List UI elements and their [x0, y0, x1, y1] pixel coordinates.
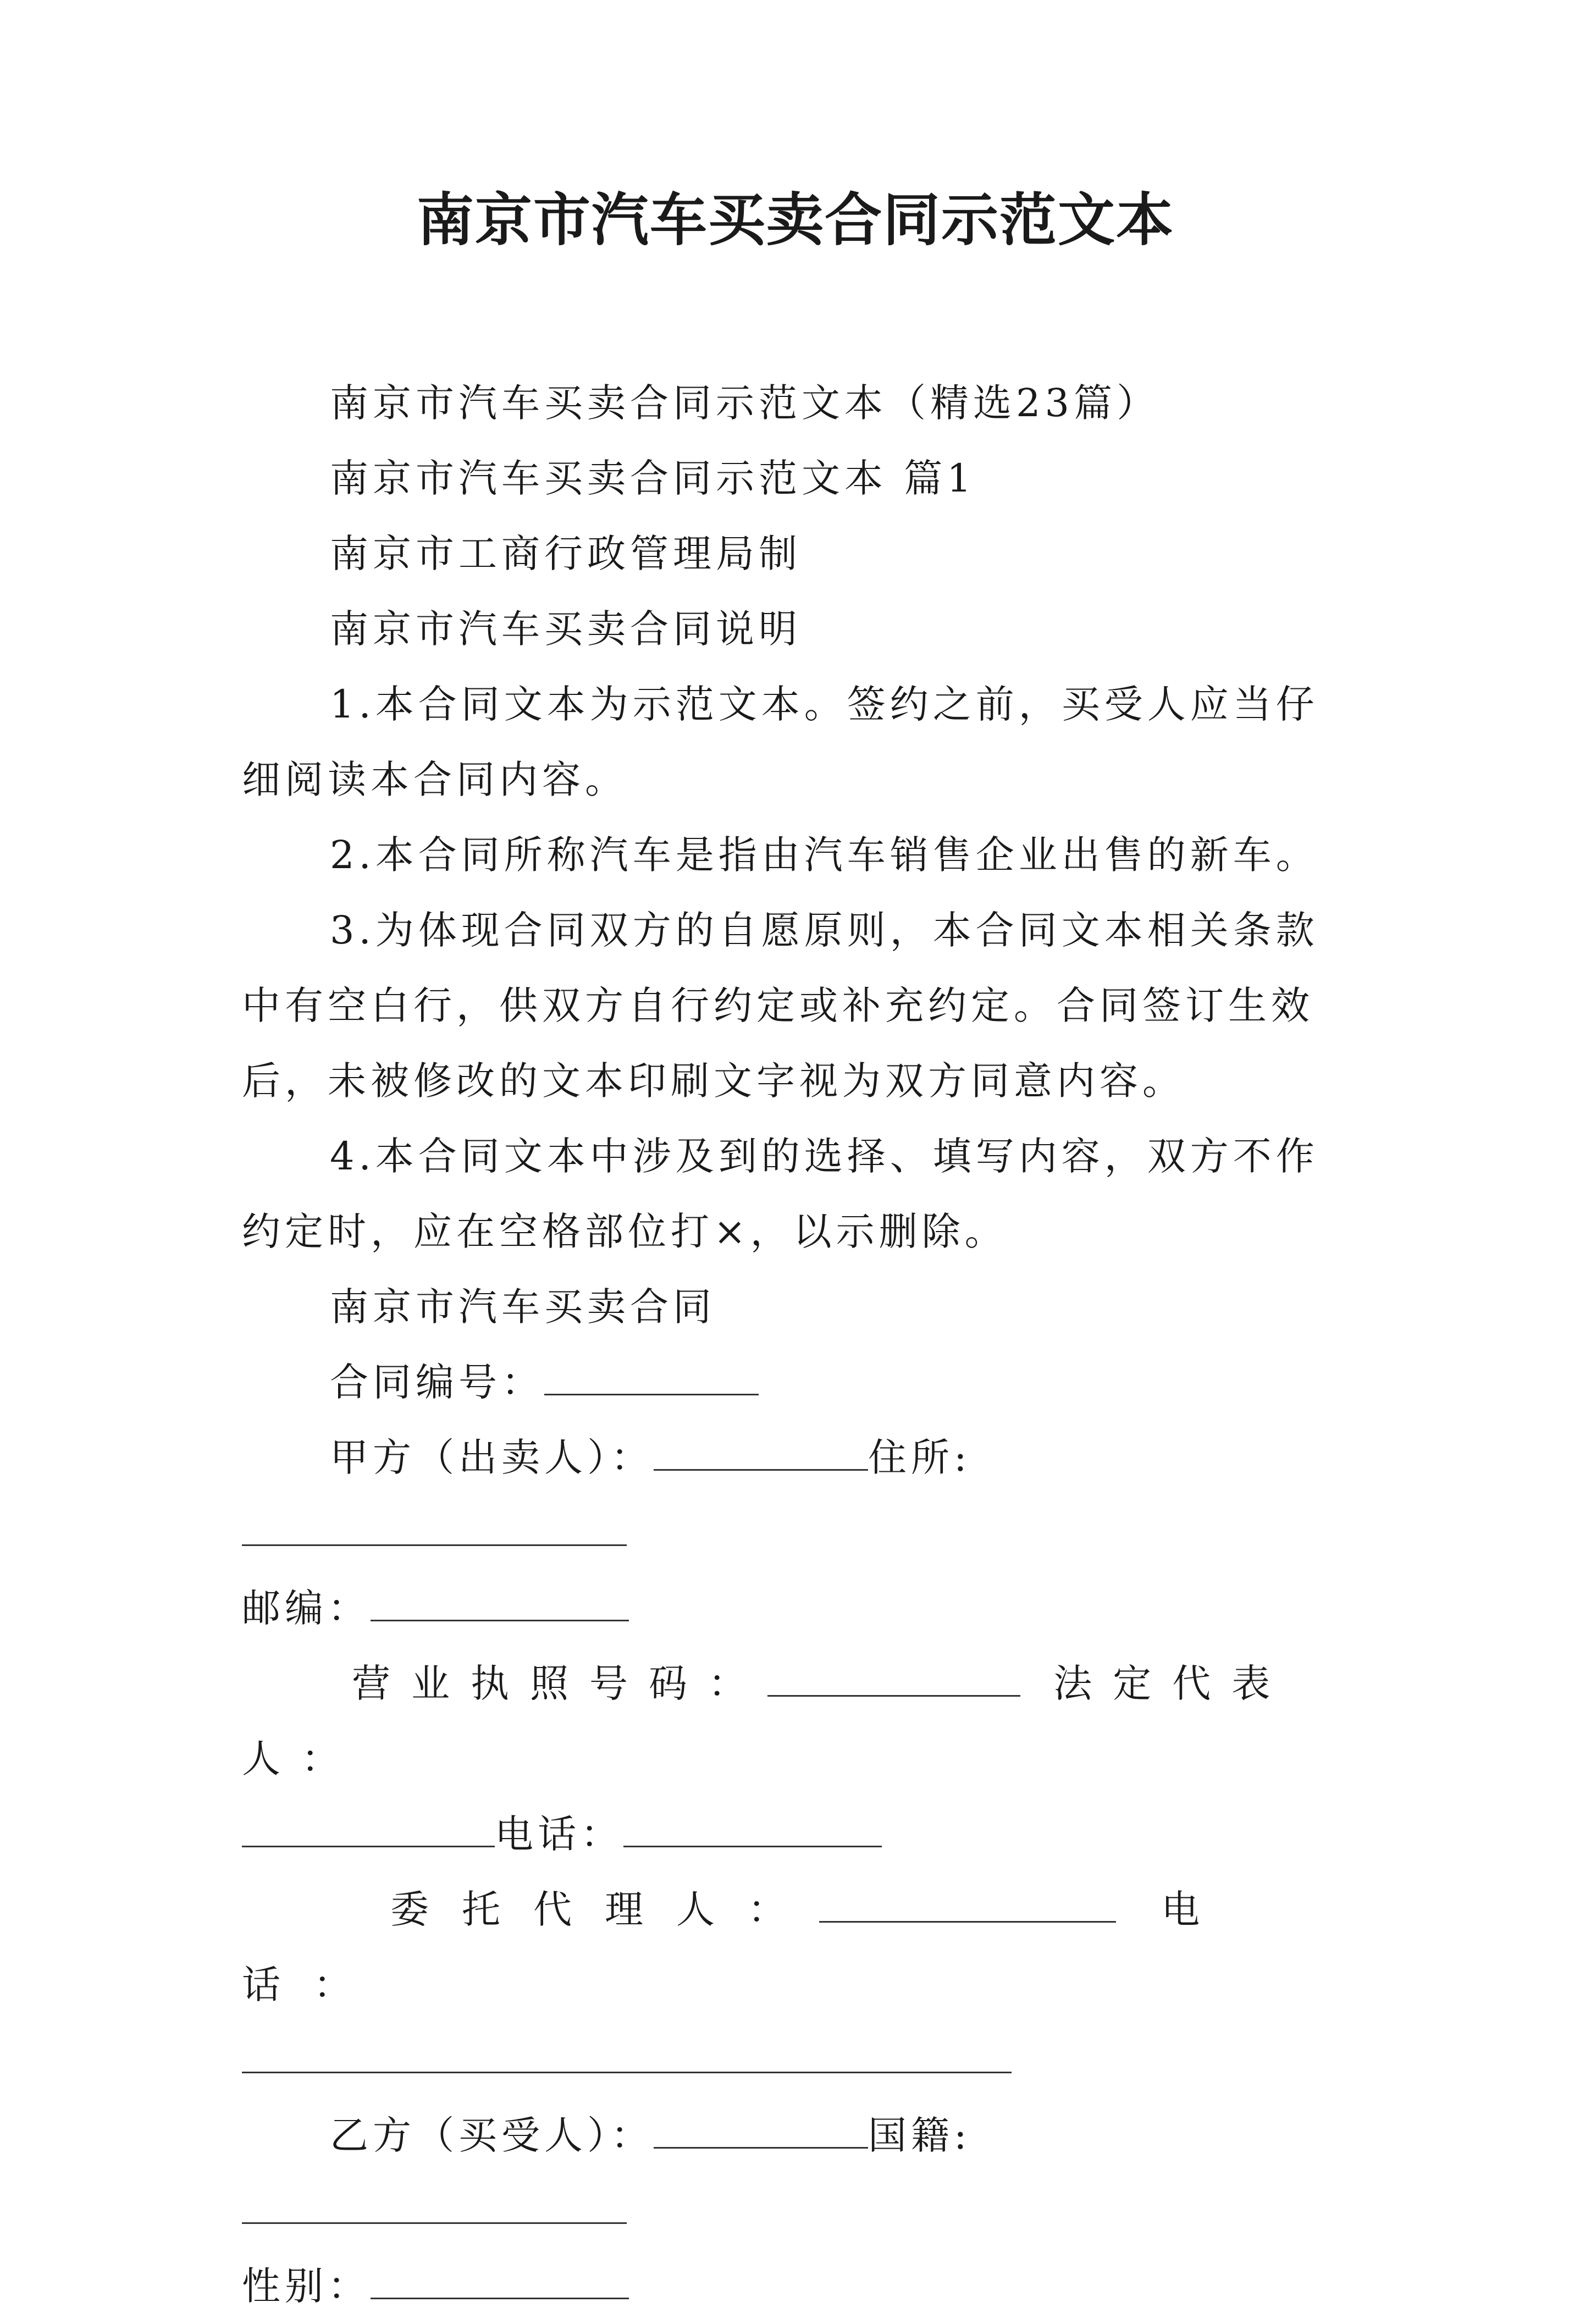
gender-label: 性别： [242, 2264, 371, 2309]
contract-number-line [242, 1345, 1358, 1420]
notes-heading: 南京市汽车买卖合同说明 [330, 606, 802, 652]
legal-rep-label: 法定代表人： [242, 1661, 1291, 1781]
issuer-line: 南京市工商行政管理局制 [330, 531, 802, 576]
agent-blank[interactable] [819, 1888, 1116, 1923]
legal-rep-continued-line [242, 1797, 1358, 1872]
seller-label: 甲方（出卖人）： [330, 1435, 654, 1480]
license-line [242, 1646, 1358, 1797]
contract-number-label: 合同编号： [330, 1360, 544, 1405]
license-blank[interactable] [767, 1662, 1020, 1697]
document-body [242, 366, 1358, 2324]
document-title: 南京市汽车买卖合同示范文本 [416, 186, 1174, 253]
nationality-blank[interactable] [242, 2189, 627, 2224]
agent-label: 委托代理人： [390, 1887, 819, 1932]
note-3: 3.为体现合同双方的自愿原则，本合同文本相关条款中有空白行，供双方自行约定或补充约定。合同签订生效后，未被修改的文本印刷文字视为双方同意内容。 [242, 908, 1319, 1103]
contract-heading: 南京市汽车买卖合同 [330, 1284, 716, 1329]
address-label: 住所: [868, 1435, 971, 1480]
address-blank[interactable] [242, 1511, 627, 1546]
note-2: 2.本合同所称汽车是指由汽车销售企业出售的新车。 [330, 832, 1319, 877]
agent-phone-line [242, 2023, 1358, 2098]
postcode-blank[interactable] [371, 1587, 629, 1621]
piece-title: 南京市汽车买卖合同示范文本 篇1 [330, 456, 976, 501]
phone-label-1: 电话： [495, 1812, 623, 1857]
phone-blank-2[interactable] [242, 2039, 1012, 2073]
note-4: 4.本合同文本中涉及到的选择、填写内容，双方不作约定时，应在空格部位打×，以示删除。 [242, 1134, 1319, 1254]
postcode-line [242, 1571, 1358, 1646]
buyer-line [242, 2098, 1358, 2249]
gender-line [242, 2249, 1358, 2324]
subtitle: 南京市汽车买卖合同示范文本（精选23篇） [330, 380, 1160, 426]
gender-blank[interactable] [371, 2265, 629, 2299]
agent-line [242, 1872, 1358, 2023]
note-1: 1.本合同文本为示范文本。签约之前，买受人应当仔细阅读本合同内容。 [242, 682, 1319, 802]
postcode-label: 邮编： [242, 1586, 371, 1631]
license-label: 营业执照号码： [352, 1661, 767, 1706]
seller-line [242, 1420, 1358, 1571]
nationality-label: 国籍: [868, 2113, 971, 2158]
contract-number-blank[interactable] [544, 1361, 759, 1395]
legal-rep-blank[interactable] [242, 1813, 495, 1847]
seller-blank[interactable] [654, 1436, 868, 1471]
buyer-label: 乙方（买受人）： [330, 2113, 654, 2158]
buyer-blank[interactable] [654, 2114, 868, 2149]
phone-label-2: 电话： [242, 1887, 1233, 2007]
phone-blank-1[interactable] [623, 1813, 882, 1847]
